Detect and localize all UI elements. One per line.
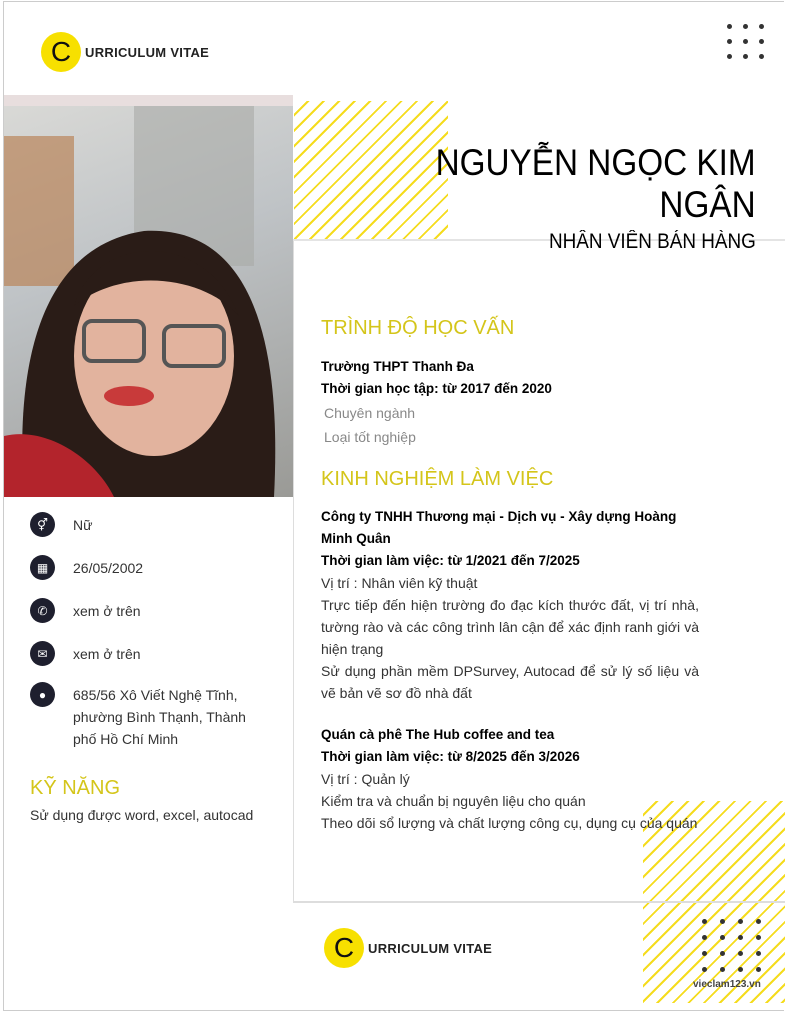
job-description: Trực tiếp đến hiện trường đo đạc kích thước đất, vị trí nhà, tường rào và các công trình lân cận để xác định ranh giới và hiện trạng <box>321 597 699 657</box>
study-time: Thời gian học tập: từ 2017 đến 2020 <box>321 381 552 396</box>
stripes-decoration-top <box>294 101 448 240</box>
job-time: Thời gian làm việc: từ 1/2021 đến 7/2025 <box>321 553 580 568</box>
logo-circle: C <box>324 928 364 968</box>
birthday-value: 26/05/2002 <box>73 560 144 576</box>
experience-heading: KINH NGHIỆM LÀM VIỆC <box>321 468 554 490</box>
calendar-icon: ▦ <box>30 555 55 580</box>
job-position: Vị trí : Quản lý <box>321 771 410 787</box>
dots-decoration <box>727 24 764 59</box>
cv-logo-bottom <box>324 928 492 968</box>
job-company: Công ty TNHH Thương mại - Dịch vụ - Xây dựng Hoàng Minh Quân <box>321 509 677 546</box>
dots-decoration-bottom <box>702 919 761 972</box>
profile-photo <box>4 95 293 497</box>
job-description: Kiểm tra và chuẩn bị nguyên liệu cho quán <box>321 793 586 809</box>
watermark: vieclam123.vn <box>693 979 761 990</box>
contact-email <box>30 643 270 666</box>
address-value: 685/56 Xô Viết Nghệ Tĩnh, phường Bình Thạnh, Thành phố Hồ Chí Minh <box>73 687 246 747</box>
candidate-name <box>436 142 756 226</box>
job-1 <box>321 506 699 704</box>
job-position: Vị trí : Nhân viên kỹ thuật <box>321 575 478 591</box>
skills-heading: KỸ NĂNG <box>30 777 121 799</box>
name-line-2: NGÂN <box>659 184 756 225</box>
school: Trường THPT Thanh Đa <box>321 359 474 374</box>
logo-text: URRICULUM VITAE <box>368 940 493 956</box>
cv-logo-top <box>41 32 209 72</box>
gender-icon: ⚥ <box>30 512 55 537</box>
contact-phone <box>30 600 270 623</box>
phone-value: xem ở trên <box>73 603 141 619</box>
logo-text: URRICULUM VITAE <box>85 44 210 60</box>
gender-value: Nữ <box>73 517 93 533</box>
job-description: Theo dõi sổ lượng và chất lượng công cụ, dụng cụ của quán <box>321 815 698 831</box>
job-2 <box>321 724 699 834</box>
job-title: NHÂN VIÊN BÁN HÀNG <box>549 230 756 253</box>
education-section <box>321 356 699 448</box>
skills-text: Sử dụng được word, excel, autocad <box>30 807 254 823</box>
job-company: Quán cà phê The Hub coffee and tea <box>321 727 555 742</box>
email-icon: ✉ <box>30 641 55 666</box>
major: Chuyên ngành <box>324 405 416 421</box>
logo-circle: C <box>41 32 81 72</box>
portrait-image <box>4 106 293 497</box>
contact-gender <box>30 514 270 537</box>
contact-birthday <box>30 557 270 580</box>
phone-icon: ✆ <box>30 598 55 623</box>
email-value: xem ở trên <box>73 646 141 662</box>
location-icon: ● <box>30 682 55 707</box>
education-heading: TRÌNH ĐỘ HỌC VẤN <box>321 317 515 339</box>
grade: Loại tốt nghiệp <box>324 429 416 445</box>
job-description: Sử dụng phần mềm DPSurvey, Autocad để sử lý số liệu và vẽ bản vẽ sơ đồ nhà đất <box>321 663 699 701</box>
contact-address <box>30 684 270 750</box>
name-line-1: NGUYỄN NGỌC KIM <box>435 142 756 183</box>
job-time: Thời gian làm việc: từ 8/2025 đến 3/2026 <box>321 749 580 764</box>
